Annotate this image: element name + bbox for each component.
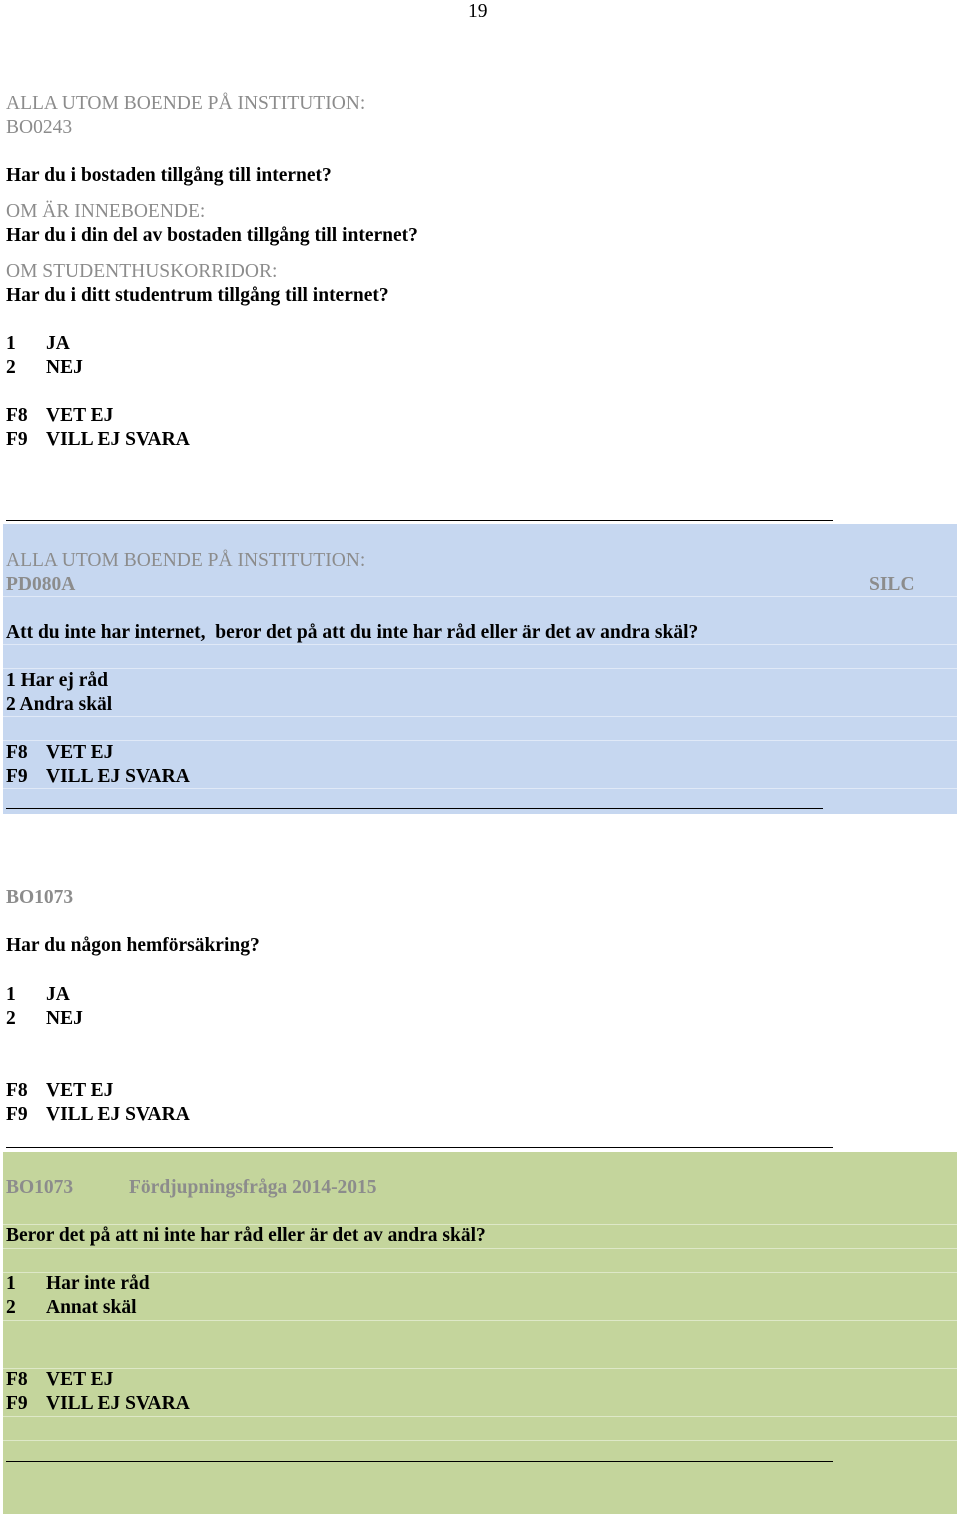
- q4-code: BO1073: [6, 1177, 74, 1198]
- q4-special-f8: F8 VET EJ: [6, 1369, 114, 1390]
- q1-option-1: 1 JA: [6, 333, 70, 354]
- q1-condition: ALLA UTOM BOENDE PÅ INSTITUTION:: [6, 93, 366, 114]
- q2-code: PD080A: [6, 574, 76, 595]
- q2-special-f9: F9 VILL EJ SVARA: [6, 766, 190, 787]
- q1-special-f9: F9 VILL EJ SVARA: [6, 429, 190, 450]
- panel-stripe: [3, 1248, 957, 1249]
- q1-condition-2: OM ÄR INNEBOENDE:: [6, 201, 206, 222]
- panel-stripe: [3, 1440, 957, 1441]
- divider: [6, 520, 833, 521]
- q3-option-2: 2 NEJ: [6, 1008, 83, 1029]
- panel-stripe: [3, 596, 957, 597]
- q2-question: Att du inte har internet, beror det på att du inte har råd eller är det av andra skäl?: [6, 622, 699, 643]
- q3-question: Har du någon hemförsäkring?: [6, 935, 260, 956]
- panel-stripe: [3, 1368, 957, 1369]
- followup-question-panel: [3, 1152, 957, 1514]
- q3-special-f9: F9 VILL EJ SVARA: [6, 1104, 190, 1125]
- panel-stripe: [3, 740, 957, 741]
- q3-special-f8: F8 VET EJ: [6, 1080, 114, 1101]
- q3-option-1: 1 JA: [6, 984, 70, 1005]
- panel-stripe: [3, 1416, 957, 1417]
- q1-question: Har du i bostaden tillgång till internet?: [6, 165, 332, 186]
- q2-option-2: 2 Andra skäl: [6, 694, 113, 715]
- q1-condition-3: OM STUDENTHUSKORRIDOR:: [6, 261, 278, 282]
- divider: [6, 1147, 833, 1148]
- q2-special-f8: F8 VET EJ: [6, 742, 114, 763]
- page-number: 19: [468, 1, 488, 22]
- q4-option-2: 2 Annat skäl: [6, 1297, 137, 1318]
- q2-tag: SILC: [869, 574, 915, 595]
- q2-condition: ALLA UTOM BOENDE PÅ INSTITUTION:: [6, 550, 366, 571]
- panel-stripe: [3, 716, 957, 717]
- divider: [6, 1461, 833, 1462]
- panel-stripe: [3, 668, 957, 669]
- q4-option-1: 1 Har inte råd: [6, 1273, 150, 1294]
- panel-stripe: [3, 1320, 957, 1321]
- q1-question-3: Har du i ditt studentrum tillgång till internet?: [6, 285, 389, 306]
- q4-subtitle: Fördjupningsfråga 2014-2015: [129, 1177, 377, 1198]
- q3-code: BO1073: [6, 887, 74, 908]
- q4-special-f9: F9 VILL EJ SVARA: [6, 1393, 190, 1414]
- q1-option-2: 2 NEJ: [6, 357, 83, 378]
- q1-code: BO0243: [6, 117, 73, 138]
- q1-special-f8: F8 VET EJ: [6, 405, 114, 426]
- q2-option-1: 1 Har ej råd: [6, 670, 108, 691]
- divider: [6, 808, 823, 809]
- q4-question: Beror det på att ni inte har råd eller är det av andra skäl?: [6, 1225, 486, 1246]
- q1-question-2: Har du i din del av bostaden tillgång till internet?: [6, 225, 418, 246]
